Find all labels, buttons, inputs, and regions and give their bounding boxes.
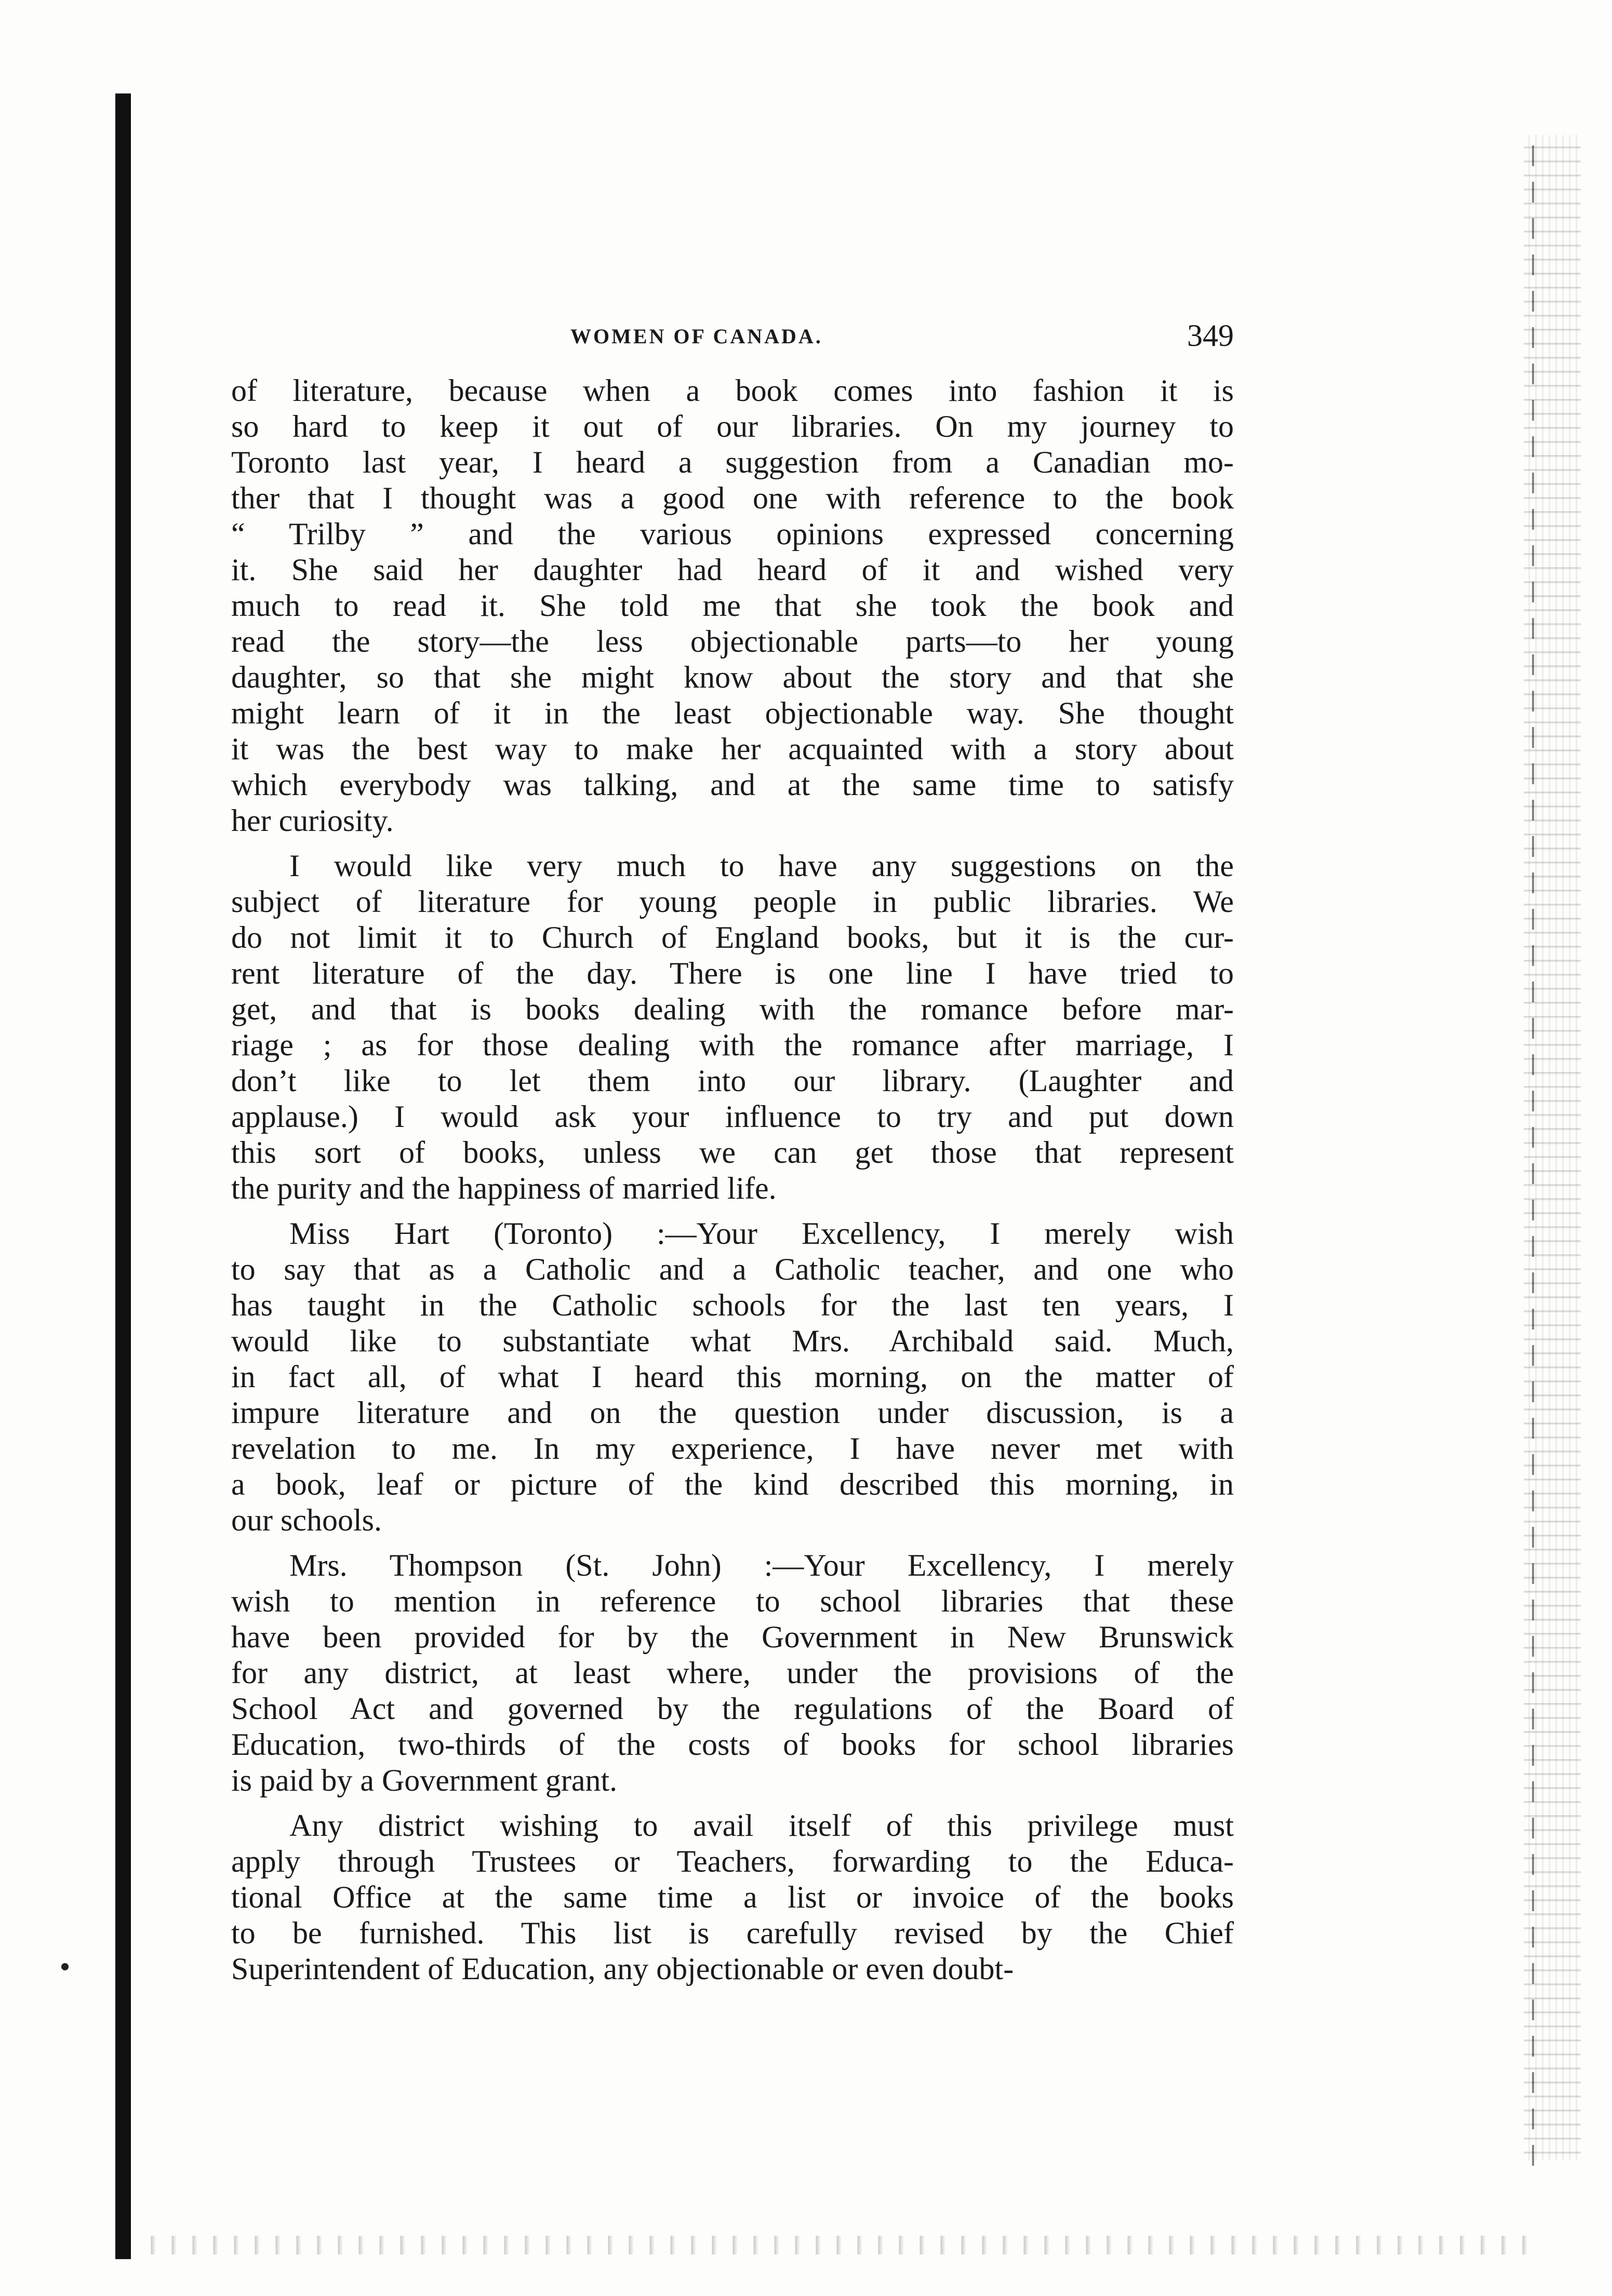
text-line: Miss Hart (Toronto) :—Your Excellency, I merely wish [289, 1216, 1234, 1251]
text-line: applause.) I would ask your influence to try and put down [231, 1099, 1234, 1134]
paragraph-gap [231, 1538, 1234, 1548]
text-line: Mrs. Thompson (St. John) :—Your Excellency, I merely [289, 1548, 1234, 1582]
text-line: Any district wishing to avail itself of this privilege must [289, 1808, 1234, 1843]
text-line: her curiosity. [231, 803, 394, 838]
text-line: so hard to keep it out of our libraries. On my journey to [231, 409, 1234, 444]
text-line: in fact all, of what I heard this morning, on the matter of [231, 1360, 1234, 1394]
text-line: would like to substantiate what Mrs. Archibald said. Much, [231, 1324, 1234, 1358]
text-line: “ Trilby ” and the various opinions expressed concerning [231, 517, 1234, 551]
running-title: WOMEN OF CANADA. [570, 325, 823, 348]
body-text [231, 373, 1234, 1987]
text-line: much to read it. She told me that she took the book and [231, 588, 1234, 623]
text-line: Superintendent of Education, any objectionable or even doubt- [231, 1952, 1014, 1986]
page-edge-noise [1524, 135, 1581, 2160]
paragraph [231, 373, 1234, 839]
text-line: has taught in the Catholic schools for the last ten years, I [231, 1288, 1234, 1322]
margin-speck [61, 1963, 69, 1970]
text-line: to be furnished. This list is carefully revised by the Chief [231, 1916, 1234, 1950]
text-line: School Act and governed by the regulations of the Board of [231, 1691, 1234, 1726]
text-line: rent literature of the day. There is one line I have tried to [231, 956, 1234, 990]
text-line: impure literature and on the question under discussion, is a [231, 1395, 1234, 1430]
text-line: don’t like to let them into our library. (Laughter and [231, 1064, 1234, 1098]
paragraph [231, 1548, 1234, 1798]
binding-shadow [115, 93, 131, 2259]
running-head [236, 318, 1234, 354]
text-line: have been provided for by the Government in New Brunswick [231, 1620, 1234, 1654]
text-line: do not limit it to Church of England books, but it is the cur- [231, 920, 1234, 955]
text-line: read the story—the less objectionable parts—to her young [231, 624, 1234, 659]
text-line: to say that as a Catholic and a Catholic teacher, and one who [231, 1252, 1234, 1286]
text-line: a book, leaf or picture of the kind described this morning, in [231, 1467, 1234, 1501]
text-line: the purity and the happiness of married life. [231, 1171, 777, 1205]
text-line: Education, two-thirds of the costs of books for school libraries [231, 1727, 1234, 1762]
text-line: revelation to me. In my experience, I have never met with [231, 1431, 1234, 1466]
text-line: which everybody was talking, and at the same time to satisfy [231, 768, 1234, 802]
text-line: it. She said her daughter had heard of it and wished very [231, 553, 1234, 587]
text-line: it was the best way to make her acquainted with a story about [231, 732, 1234, 766]
bottom-scan-noise [135, 2236, 1538, 2254]
text-line: wish to mention in reference to school libraries that these [231, 1584, 1234, 1618]
text-line: riage ; as for those dealing with the romance after marriage, I [231, 1028, 1234, 1062]
text-line: tional Office at the same time a list or invoice of the books [231, 1880, 1234, 1914]
text-line: subject of literature for young people in public libraries. We [231, 884, 1234, 919]
paragraph [231, 1808, 1234, 1987]
page-number: 349 [1187, 318, 1234, 353]
text-line: apply through Trustees or Teachers, forwarding to the Educa- [231, 1844, 1234, 1878]
text-line: I would like very much to have any suggestions on the [289, 849, 1234, 883]
text-line: our schools. [231, 1503, 382, 1537]
paragraph-gap [231, 1798, 1234, 1808]
paragraph-gap [231, 1206, 1234, 1216]
text-line: this sort of books, unless we can get those that represent [231, 1135, 1234, 1170]
text-line: might learn of it in the least objectionable way. She thought [231, 696, 1234, 730]
paragraph-gap [231, 839, 1234, 848]
text-line: daughter, so that she might know about the story and that she [231, 660, 1234, 694]
text-line: ther that I thought was a good one with reference to the book [231, 481, 1234, 515]
text-line: for any district, at least where, under the provisions of the [231, 1656, 1234, 1690]
paragraph [231, 848, 1234, 1206]
text-line: is paid by a Government grant. [231, 1763, 618, 1797]
paragraph [231, 1216, 1234, 1538]
text-line: of literature, because when a book comes into fashion it is [231, 373, 1234, 408]
text-line: get, and that is books dealing with the romance before mar- [231, 992, 1234, 1026]
text-line: Toronto last year, I heard a suggestion from a Canadian mo- [231, 445, 1234, 479]
